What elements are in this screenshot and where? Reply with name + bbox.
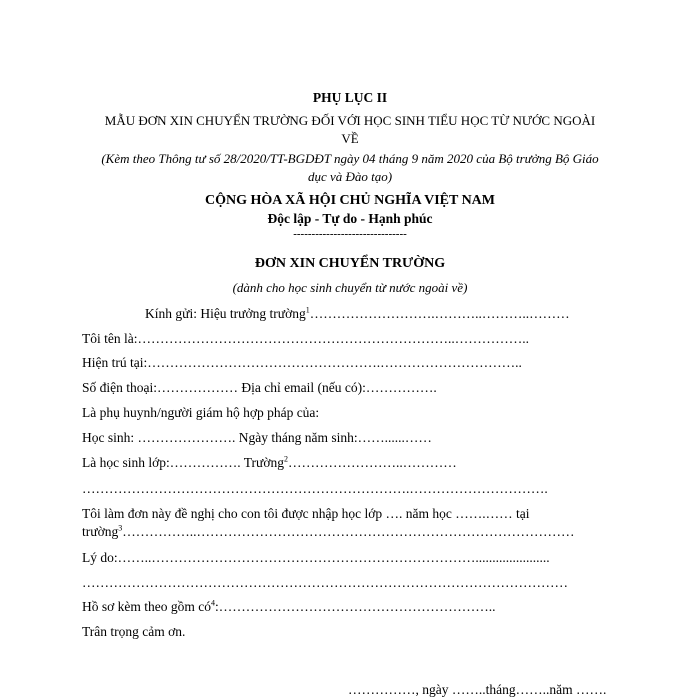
- recipient-dots: ……………………….………..………..………: [309, 306, 570, 321]
- appendix-title: PHỤ LỤC II: [312, 90, 388, 105]
- form-title: ĐƠN XIN CHUYỂN TRƯỜNG: [254, 256, 446, 271]
- attached-note-line2: dục và Đào tạo): [307, 169, 393, 184]
- grade-school-dots: ……………………..…………: [287, 455, 457, 470]
- guardian-label: Là phụ huynh/người giám hộ hợp pháp của:: [82, 405, 320, 420]
- attachments-field: [82, 599, 642, 615]
- residence-field: Hiện trú tại:…………………………………………….…………………………..: [82, 355, 522, 370]
- student-dob-field: Học sinh: …………………. Ngày tháng năm sinh:……......……: [82, 430, 432, 445]
- reason-field: Lý do:……..………………………………………………………………......................: [82, 550, 550, 565]
- blank-line: ……………………………………………………………….………………………….: [82, 481, 548, 496]
- footnote-3: 3: [118, 523, 123, 533]
- national-motto: Độc lập - Tự do - Hạnh phúc: [267, 211, 433, 226]
- form-title-line1: MẪU ĐƠN XIN CHUYỂN TRƯỜNG ĐỐI VỚI HỌC SINH TIỂU HỌC TỪ NƯỚC NGOÀI: [104, 113, 596, 128]
- reason-line2: ………………………………………………………………………………………………: [82, 575, 568, 590]
- request-school-label: trường: [82, 524, 119, 539]
- attached-note-line1: (Kèm theo Thông tư số 28/2020/TT-BGDĐT ngày 04 tháng 9 năm 2020 của Bộ trưởng Bộ Giáo: [101, 151, 599, 166]
- request-school-dots: ……………..…………………………………………………………………………: [122, 524, 575, 539]
- form-subtitle: (dành cho học sinh chuyển từ nước ngoài về): [232, 280, 468, 295]
- recipient-line: [145, 306, 700, 322]
- footnote-1: 1: [305, 305, 310, 315]
- grade-school-label: Là học sinh lớp:……………. Trường: [82, 455, 284, 470]
- date-line: ……………, ngày ……..tháng……..năm …….: [348, 682, 607, 697]
- footnote-2: 2: [283, 454, 288, 464]
- name-field: Tôi tên là:……………………………………………………………..……………..: [82, 331, 529, 346]
- national-name: CỘNG HÒA XÃ HỘI CHỦ NGHĨA VIỆT NAM: [204, 193, 495, 208]
- attachments-label: Hồ sơ kèm theo gồm có: [82, 599, 211, 614]
- request-line1: Tôi làm đơn này đề nghị cho con tôi được nhập học lớp …. năm học …….…… tại: [82, 506, 530, 521]
- national-separator: -------------------------------: [293, 228, 407, 240]
- attachments-dots: :……………………………………………………..: [215, 599, 496, 614]
- phone-email-field: Số điện thoại:……………… Địa chỉ email (nếu có):…………….: [82, 380, 437, 395]
- request-line2: [82, 524, 642, 540]
- recipient-label: Kính gửi: Hiệu trưởng trường: [145, 306, 306, 321]
- form-title-line2: VỀ: [341, 131, 359, 146]
- footnote-4: 4: [211, 598, 215, 608]
- grade-school-field: [82, 455, 642, 471]
- thanks-text: Trân trọng cảm ơn.: [82, 624, 186, 639]
